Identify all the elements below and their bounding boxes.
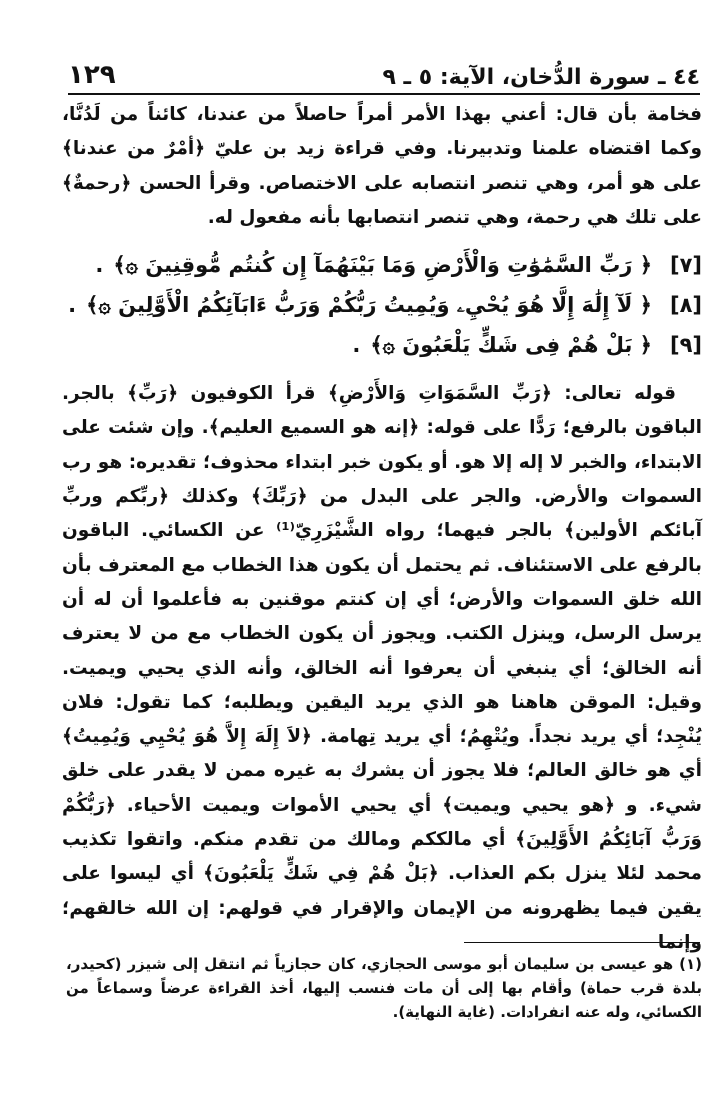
verse-number: [٧]	[669, 253, 702, 278]
verse-9	[62, 325, 702, 365]
header-rule	[68, 93, 700, 95]
footnote-rule	[464, 942, 700, 943]
main-text	[62, 98, 702, 960]
verse-end-mark: .	[352, 333, 361, 358]
footnote	[66, 952, 702, 1024]
running-title: ٤٤ ـ سورة الدُّخان، الآية: ٥ ـ ٩	[382, 65, 700, 90]
verse-number: [٨]	[669, 293, 702, 318]
footnote-text: (١) هو عيسى بن سليمان أبو موسى الحجازي، كان حجازياً ثم انتقل إلى شيزر (كحيدر، بلدة قرب حماة) وأقام بها إلى أن مات فنسب إليها، أخذ القراءة عرضاً وسماعاً من الكسائي، وله عنه انفرادات. (غاية النهاية).	[66, 955, 702, 1021]
running-header	[68, 50, 700, 90]
verse-block	[62, 245, 702, 365]
page-number: ١٢٩	[68, 60, 116, 90]
paragraph-commentary: قوله تعالى: ﴿رَبِّ السَّمَوَاتِ وَالأَرْضِ﴾ قرأ الكوفيون ﴿رَبِّ﴾ بالجر. الباقون بالرفع؛ رَدًّا على قوله: ﴿إنه هو السميع العليم﴾. وإن شئت على الابتداء، والخبر لا إله إلا هو. أو يكون خبر ابتداء محذوف؛ تقديره: هو رب السموات والأرض. والجر على البدل من ﴿رَبِّكَ﴾ وكذلك ﴿ربِّكم وربِّ آبائكم الأولين﴾ بالجر فيهما؛ رواه الشَّيْزَرِيّ⁽¹⁾ عن الكسائي. الباقون بالرفع على الاستئناف. ثم يحتمل أن يكون هذا الخطاب مع المعترف بأن الله خلق السموات والأرض؛ أي إن كنتم موقنين به فأعلموا أن له أن يرسل الرسل، وينزل الكتب. ويجوز أن يكون الخطاب مع من لا يعترف أنه الخالق؛ أي ينبغي أن يعرفوا أنه الخالق، وأنه الذي يحيي ويميت. وقيل: الموقن هاهنا هو الذي يريد اليقين ويطلبه؛ كما تقول: فلان يُنْجِد؛ أي يريد نجداً. ويُتْهِمُ؛ أي يريد تِهامة. ﴿لاَ إِلَهَ إِلاَّ هُوَ يُحْيِي وَيُمِيتُ﴾ أي هو خالق العالم؛ فلا يجوز أن يشرك به غيره ممن لا يقدر على خلق شيء. و ﴿هو يحيي ويميت﴾ أي يحيي الأموات ويميت الأحياء. ﴿رَبُّكُمْ وَرَبُّ آبَائِكُمُ الأَوَّلِينَ﴾ أي مالككم ومالك من تقدم منكم. واتقوا تكذيب محمد لئلا ينزل بكم العذاب. ﴿بَلْ هُمْ فِي شَكٍّ يَلْعَبُونَ﴾ أي ليسوا على يقين فيما يظهرونه من الإيمان والإقرار في قولهم: إن الله خالقهم؛ وإنما	[62, 383, 702, 953]
verse-8	[62, 285, 702, 325]
verse-text: ﴿ بَلْ هُمْ فِى شَكٍّ يَلْعَبُونَ ۞﴾	[370, 333, 652, 358]
paragraph-intro: فخامة بأن قال: أعني بهذا الأمر أمراً حاصلاً من عندنا، كائناً من لَدُنَّا، وكما اقتضاه علمنا وتدبيرنا. وفي قراءة زيد بن عليّ ﴿أمْرٌ من عندنا﴾ على هو أمر، وهي تنصر انتصابه على الاختصاص. وقرأ الحسن ﴿رحمةٌ﴾ على تلك هي رحمة، وهي تنصر انتصابها بأنه مفعول له.	[62, 104, 702, 228]
verse-end-mark: .	[68, 293, 77, 318]
verse-number: [٩]	[669, 333, 702, 358]
verse-text: ﴿ رَبِّ السَّمَٰوَٰتِ وَالْأَرْضِ وَمَا بَيْنَهُمَآ إِن كُنتُم مُّوقِنِينَ ۞﴾	[113, 253, 652, 278]
verse-7	[62, 245, 702, 285]
verse-text: ﴿ لَآ إِلَٰهَ إِلَّا هُوَ يُحْيِۦ وَيُمِيتُ رَبُّكُمْ وَرَبُّ ءَابَآئِكُمُ الْأَوَّلِينَ ۞﴾	[86, 293, 652, 318]
verse-end-mark: .	[95, 253, 104, 278]
